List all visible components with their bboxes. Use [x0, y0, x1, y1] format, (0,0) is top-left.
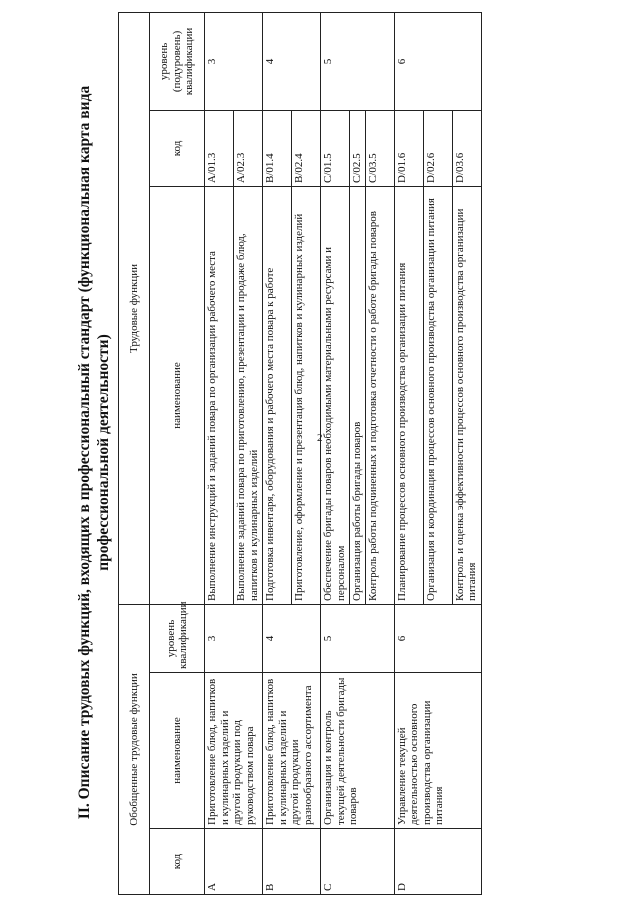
table-row: [205, 12, 234, 894]
function-name: Контроль и оценка эффективности процессов основного производства организации питания: [452, 186, 481, 604]
function-name: Подготовка инвентаря, оборудования и рабочего места повара к работе: [263, 186, 292, 604]
function-code: C/02.5: [350, 110, 366, 186]
function-code: A/01.3: [205, 110, 234, 186]
function-code: C/01.5: [321, 110, 350, 186]
function-name: Организация работы бригады поваров: [350, 186, 366, 604]
table-row: [263, 12, 292, 894]
table-row: [321, 12, 350, 894]
function-code: B/02.4: [292, 110, 321, 186]
header-row-2: [150, 12, 205, 894]
function-name: Выполнение инструкций и заданий повара по организации рабочего места: [205, 186, 234, 604]
section-title-line-2: профессиональной деятельности): [95, 334, 112, 571]
section-title-line-1: II. Описание трудовых функций, входящих в профессиональный стандарт (функциональная карта вида: [76, 85, 93, 820]
group-code: B: [263, 829, 321, 895]
group-code: D: [394, 829, 481, 895]
header-function-name: наименование: [150, 186, 205, 604]
function-sublevel: 4: [263, 12, 321, 110]
function-code: D/02.6: [423, 110, 452, 186]
header-code: код: [150, 829, 205, 895]
function-name: Организация и координация процессов основного производства организации питания: [423, 186, 452, 604]
section-title: [75, 0, 113, 905]
page-number: 2: [317, 432, 323, 444]
header-labor: Трудовые функции: [119, 12, 150, 604]
group-level: 5: [321, 604, 395, 672]
function-sublevel: 3: [205, 12, 263, 110]
group-level: 6: [394, 604, 481, 672]
header-sublevel: уровень (подуровень) квалификации: [150, 12, 205, 110]
function-code: A/02.3: [234, 110, 263, 186]
function-code: B/01.4: [263, 110, 292, 186]
function-name: Планирование процессов основного производства организации питания: [394, 186, 423, 604]
table-row: [394, 12, 423, 894]
function-code: D/03.6: [452, 110, 481, 186]
function-name: Контроль работы подчиненных и подготовка отчетности о работе бригады поваров: [365, 186, 394, 604]
function-code: D/01.6: [394, 110, 423, 186]
header-row-1: [119, 12, 150, 894]
header-function-code: код: [150, 110, 205, 186]
header-level: уровень квалификации: [150, 604, 205, 672]
group-code: A: [205, 829, 263, 895]
function-sublevel: 5: [321, 12, 395, 110]
labor-functions-table: [118, 12, 482, 895]
group-name: Приготовление блюд, напитков и кулинарных изделий и другой продукции под руководством повара: [205, 673, 263, 829]
group-name: Управление текущей деятельностью основного производства организации питания: [394, 673, 481, 829]
function-code: C/03.5: [365, 110, 394, 186]
group-code: C: [321, 829, 395, 895]
group-level: 4: [263, 604, 321, 672]
function-name: Выполнение заданий повара по приготовлению, презентации и продаже блюд, напитков и кулинарных изделий: [234, 186, 263, 604]
group-level: 3: [205, 604, 263, 672]
header-generalized: Обобщенные трудовые функции: [119, 604, 150, 894]
function-name: Приготовление, оформление и презентация блюд, напитков и кулинарных изделий: [292, 186, 321, 604]
group-name: Организация и контроль текущей деятельности бригады поваров: [321, 673, 395, 829]
group-name: Приготовление блюд, напитков и кулинарных изделий и другой продукции разнообразного ассортимента: [263, 673, 321, 829]
function-name: Обеспечение бригады поваров необходимыми материальными ресурсами и персоналом: [321, 186, 350, 604]
function-sublevel: 6: [394, 12, 481, 110]
header-name: наименование: [150, 673, 205, 829]
